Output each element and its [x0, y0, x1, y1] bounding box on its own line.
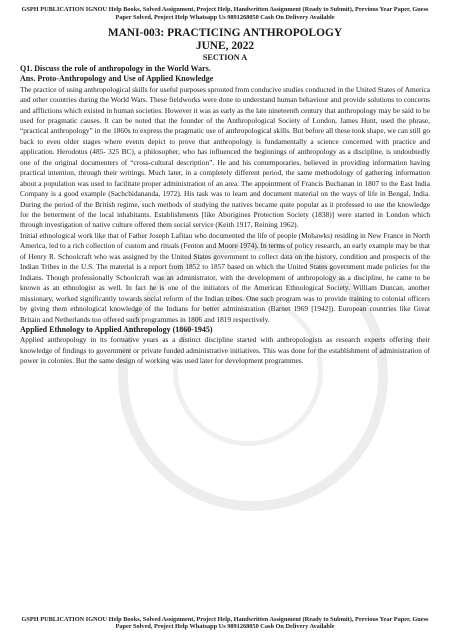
document-title: MANI-003: PRACTICING ANTHROPOLOGY [107, 27, 343, 40]
document-page [20, 6, 430, 631]
question-text: Q1. Discuss the role of anthropology in the World Wars. [20, 64, 211, 74]
subheading: Applied Ethnology to Applied Anthropology (1860-1945) [20, 325, 213, 335]
section-heading: SECTION A [202, 53, 248, 63]
answer-heading: Ans. Proto-Anthropology and Use of Applied Knowledge [20, 74, 214, 84]
header-banner: GSPH PUBLICATION IGNOU Help Books, Solved Assignment, Project Help, Handwritten Assignment (Ready to Submit), Previous Year Paper, Guess Paper Solved, Project Help Whatsapp Us 9891268050 Cash On Delivery Available [21, 6, 429, 21]
paragraph-3: Applied anthropology in its formative years as a distinct discipline started with anthropologists as research experts offering their knowledge of findings to government or private funded administrative initiatives. This was done for the establishment of administration of power in colonies. But the same design of working was used later for development programmes. [20, 335, 430, 366]
paragraph-2: Initial ethnological work like that of Father Joseph Lafitau who documented the life of people (Mohawks) residing in New France in North America, led to a rich collection of custom and rituals (Fenton and Moore 1974). In terms of policy research, an early example may be that of Henry R. Schoolcraft who was assigned by the United States government to collect data on the history, condition and prospects of the Indian Tribes in the U.S. The material is a report from 1852 to 1857 based on which the United States government made policies for the Indians. Though professionally Schoolcraft was an administrator, with the development of anthropology as a discipline, he came to be known as an ethnologist as well. In fact he is one of the initiators of the American Ethnological Society. William Duncan, another missionary, worked significantly towards social reform of the Indian tribes. One such program was to provide training to colonial officers by giving them ethnological knowledge of the Indians for better administration (Barnet 1969 [1942]). European countries like Great Britain and Netherlands too offered such programmes in 1806 and 1819 respectively. [20, 230, 430, 324]
exam-session: JUNE, 2022 [195, 40, 255, 53]
paragraph-1: The practice of using anthropological skills for useful purposes sprouted from conducive studies conducted in the United States of America and other countries during the World Wars. These fieldworks were done to understand human behaviour and provide solutions to concerns and afflictions which existed in human societies. However it was as early as the late nineteenth century that anthropology may be said to be used for pragmatic causes. It can be noted that the founder of the Anthropological Society of London, James Hunt, used the phrase, “practical anthropology” in the 1860s to express the pragmatic use of anthropological skills. But before all these took shape, we can still go back to even older stages where events depict to prove that anthropology is fundamentally a science concerned with practice and application. Herodotus (485- 325 BC), a philosopher, who has influenced the beginnings of anthropology as a discipline, is undoubtedly one of the original documenters of “cross-cultural description”. He and his contemporaries, believed in providing information having practical intention, through their writings. Much later, in a completely different period, the same methodology of gathering information about a population was used to facilitate proper administration of an area. The appointment of Francis Buchanan in 1807 to the East India Company is a good example (Sachchidananda, 1972). His task was to learn and document material on the ways of life in Bengal, India. During the period of the British regime, such methods of studying the natives became quite popular as it professed to use the knowledge for the betterment of the local inhabitants. Establishments [like Aborigines Protection Society (1838)] were started in London which through investigation of native culture offered them social service (Keith 1917, Reining 1962). [20, 84, 430, 230]
footer-banner: GSPH PUBLICATION IGNOU Help Books, Solved Assignment, Project Help, Handwritten Assignment (Ready to Submit), Previous Year Paper, Guess Paper Solved, Project Help Whatsapp Us 9891268050 Cash On Delivery Available [21, 615, 429, 631]
